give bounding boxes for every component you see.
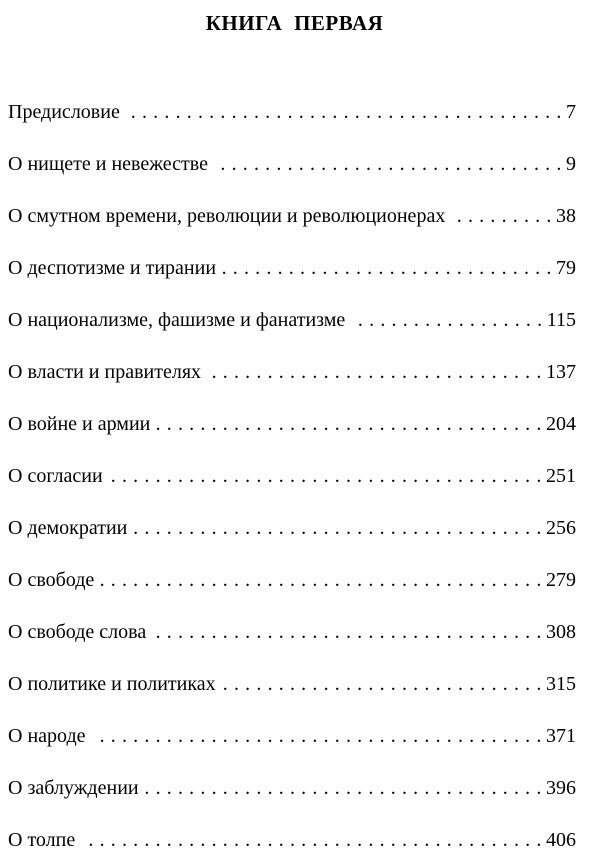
- toc-entry-freedom[interactable]: [8, 554, 576, 606]
- toc-entry-page: 137: [546, 361, 576, 383]
- toc-entry-page: 371: [546, 725, 576, 747]
- toc-entry-title: О демократии: [8, 517, 128, 539]
- toc-entry-despotism[interactable]: [8, 242, 576, 294]
- toc-entry-page: 204: [546, 413, 576, 435]
- toc-entry-title: О войне и армии: [8, 413, 151, 435]
- toc-entry-page: 251: [546, 465, 576, 487]
- toc-entry-page: 115: [546, 309, 576, 331]
- toc-entry-delusion[interactable]: [8, 762, 576, 814]
- toc-entry-politics[interactable]: [8, 658, 576, 710]
- toc-leader-dots: [451, 202, 552, 230]
- toc-entry-title: Предисловие: [8, 101, 120, 123]
- toc-leader-dots: [351, 306, 542, 334]
- toc-entry-war[interactable]: [8, 398, 576, 450]
- toc-leader-dots: [207, 358, 542, 386]
- toc-leader-dots: [156, 410, 542, 438]
- toc-leader-dots: [92, 722, 543, 750]
- toc-entry-poverty[interactable]: [8, 138, 576, 190]
- toc-leader-dots: [222, 254, 552, 282]
- toc-entry-title: О согласии: [8, 465, 103, 487]
- book-heading: КНИГА ПЕРВАЯ: [205, 11, 384, 35]
- toc-leader-dots: [214, 150, 562, 178]
- toc-entry-revolution[interactable]: [8, 190, 576, 242]
- table-of-contents: [8, 86, 576, 866]
- toc-entry-title: О деспотизме и тирании: [8, 257, 217, 279]
- toc-entry-preface[interactable]: [8, 86, 576, 138]
- toc-entry-title: О народе: [8, 725, 86, 747]
- toc-entry-free-speech[interactable]: [8, 606, 576, 658]
- toc-leader-dots: [152, 618, 542, 646]
- toc-entry-title: О свободе слова: [8, 621, 147, 643]
- toc-entry-page: 256: [546, 517, 576, 539]
- toc-entry-page: 38: [556, 205, 576, 227]
- toc-entry-title: О толпе: [8, 829, 76, 851]
- toc-leader-dots: [126, 98, 562, 126]
- toc-leader-dots: [133, 514, 542, 542]
- toc-entry-page: 9: [566, 153, 576, 175]
- toc-entry-title: О политике и политиках: [8, 673, 216, 695]
- toc-entry-title: О свободе: [8, 569, 95, 591]
- toc-entry-title: О власти и правителях: [8, 361, 202, 383]
- toc-entry-page: 79: [556, 257, 576, 279]
- toc-leader-dots: [100, 566, 542, 594]
- toc-entry-title: О смутном времени, революции и революционерах: [8, 205, 446, 227]
- toc-entry-consent[interactable]: [8, 450, 576, 502]
- toc-entry-page: 396: [546, 777, 576, 799]
- toc-entry-title: О нищете и невежестве: [8, 153, 208, 175]
- toc-entry-page: 279: [546, 569, 576, 591]
- toc-entry-page: 7: [566, 101, 576, 123]
- toc-entry-democracy[interactable]: [8, 502, 576, 554]
- toc-entry-page: 308: [546, 621, 576, 643]
- toc-leader-dots: [81, 826, 542, 854]
- toc-entry-power[interactable]: [8, 346, 576, 398]
- toc-entry-title: О национализме, фашизме и фанатизме: [8, 309, 346, 331]
- toc-entry-title: О заблуждении: [8, 777, 139, 799]
- toc-entry-crowd[interactable]: [8, 814, 576, 866]
- toc-entry-people[interactable]: [8, 710, 576, 762]
- toc-leader-dots: [109, 462, 542, 490]
- toc-leader-dots: [222, 670, 542, 698]
- toc-leader-dots: [145, 774, 542, 802]
- toc-entry-nationalism[interactable]: [8, 294, 576, 346]
- toc-entry-page: 406: [546, 829, 576, 851]
- toc-entry-page: 315: [546, 673, 576, 695]
